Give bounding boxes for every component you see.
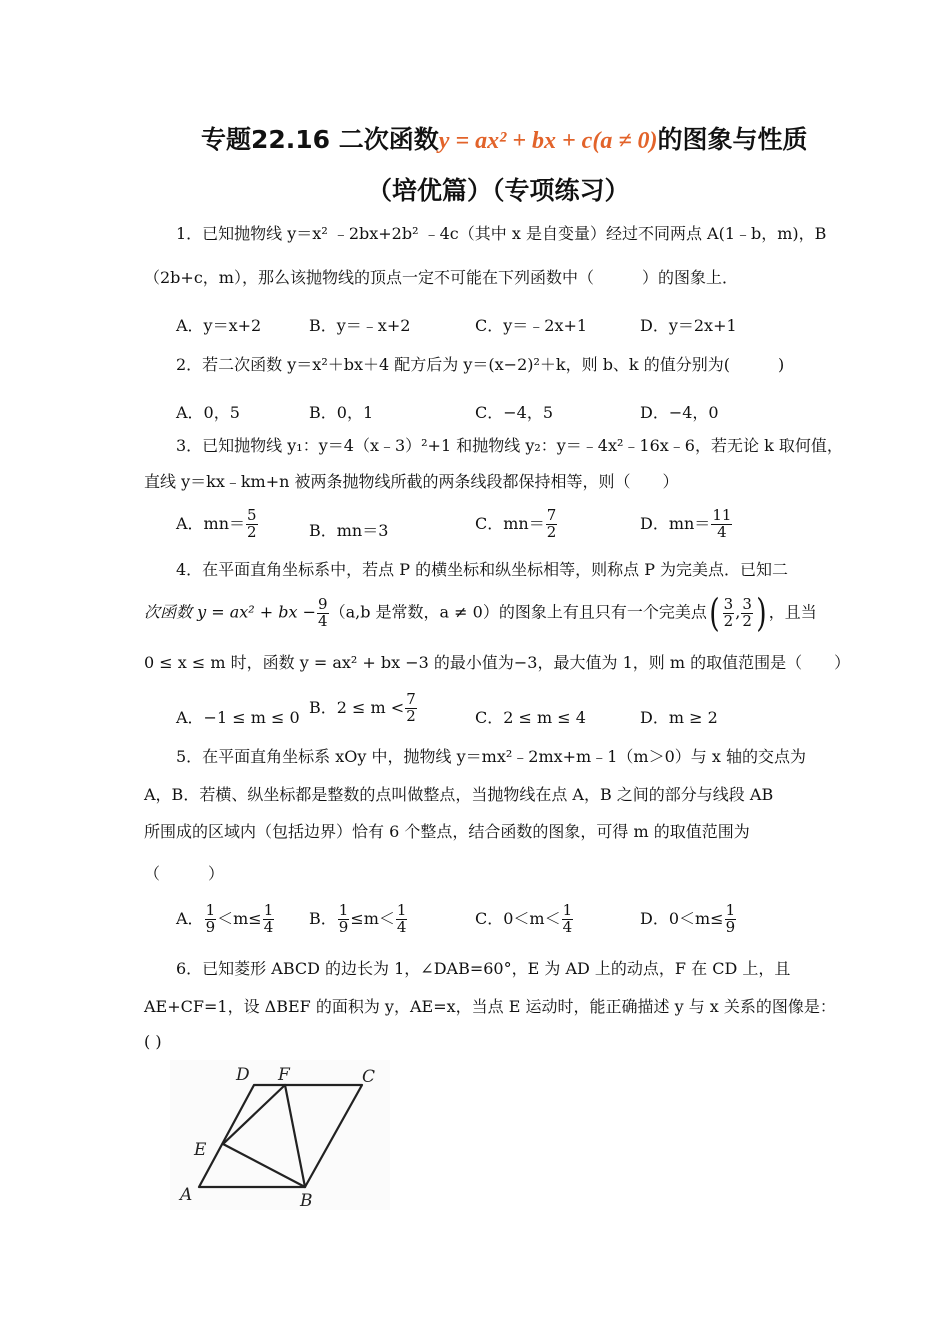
q3-option-c: C．mn＝ $\frac{7}{2}$ — [475, 506, 557, 541]
q5-option-a: A． $\frac{1}{9}$ ＜m≤ $\frac{1}{4}$ — [176, 901, 274, 936]
left-paren: ( — [709, 591, 720, 635]
q2-line1: 2．若二次函数 y＝x²＋bx＋4 配方后为 y＝(x−2)²＋k，则 b、k 的值分别为( ) — [176, 355, 785, 374]
fraction: $\frac{1}{9}$ — [338, 901, 349, 936]
label-e: E — [194, 1140, 207, 1160]
q2-option-a: A．0，5 — [176, 403, 240, 422]
q4-line3: 0 ≤ x ≤ m 时，函数 y = ax² + bx −3 的最小值为−3，最大值为 1，则 m 的取值范围是（ ） — [144, 653, 851, 672]
right-paren: ) — [756, 591, 767, 635]
fraction: $\frac{1}{4}$ — [562, 901, 573, 936]
fraction: $\frac{11}{4}$ — [712, 506, 732, 541]
q4-line1: 4．在平面直角坐标系中，若点 P 的横坐标和纵坐标相等，则称点 P 为完美点．已知二 — [176, 560, 789, 579]
title-prefix: 专题22.16 二次函数 — [201, 125, 439, 154]
q5-line1: 5．在平面直角坐标系 xOy 中，抛物线 y＝mx²﹣2mx+m﹣1（m＞0）与 x 轴的交点为 — [176, 747, 806, 766]
q3-line1: 3．已知抛物线 y₁：y＝4（x﹣3）²+1 和抛物线 y₂：y＝﹣4x²﹣16x﹣6，若无论 k 取何值， — [176, 436, 843, 455]
q5-option-d: D．0＜m≤ $\frac{1}{9}$ — [640, 901, 736, 936]
q2-option-d: D．−4，0 — [640, 403, 719, 422]
page-title — [201, 127, 808, 153]
label-c: C — [362, 1067, 376, 1087]
title-formula: y = ax² + bx + c(a ≠ 0) — [438, 128, 658, 154]
q5-line2: A，B．若横、纵坐标都是整数的点叫做整点，当抛物线在点 A，B 之间的部分与线段 AB — [144, 785, 774, 804]
q3-option-d: D．mn＝ $\frac{11}{4}$ — [640, 506, 732, 541]
q1-option-d: D．y＝2x+1 — [640, 316, 737, 335]
q4-option-d: D．m ≥ 2 — [640, 708, 718, 727]
fraction: $\frac{9}{4}$ — [318, 594, 328, 630]
q5-line4: （ ） — [144, 864, 225, 883]
q1-option-a: A．y＝x+2 — [176, 316, 262, 335]
q2-option-b: B．0，1 — [309, 403, 374, 422]
fraction: $\frac{1}{9}$ — [725, 901, 736, 936]
fraction: $\frac{5}{2}$ — [247, 506, 257, 541]
fraction: $\frac{7}{2}$ — [406, 690, 416, 725]
q2-option-c: C．−4，5 — [475, 403, 554, 422]
q1-option-b: B．y＝﹣x+2 — [309, 316, 411, 335]
fraction: $\frac{1}{4}$ — [396, 901, 407, 936]
q4-line2: 次函数 y = ax² + bx − $\frac{9}{4}$ （a,b 是常数，a ≠ 0）的图象上有且只有一个完美点( $\frac{3}{2}$ , $\frac{3}{2}$ ) ，且当 — [144, 591, 817, 635]
q5-option-c: C．0＜m＜ $\frac{1}{4}$ — [475, 901, 573, 936]
fraction: $\frac{1}{9}$ — [205, 901, 216, 936]
q1-line1: 1．已知抛物线 y＝x² ﹣2bx+2b² ﹣4c（其中 x 是自变量）经过不同两点 A(1﹣b，m)，B — [176, 224, 827, 243]
q6-line2: AE+CF=1，设 ΔBEF 的面积为 y，AE=x，当点 E 运动时，能正确描述 y 与 x 关系的图像是： — [144, 997, 836, 1016]
fraction: $\frac{1}{4}$ — [263, 901, 274, 936]
label-b: B — [300, 1191, 313, 1210]
rhombus-figure — [170, 1060, 390, 1210]
q4-option-b: B．2 ≤ m < $\frac{7}{2}$ — [309, 690, 416, 725]
q6-line1: 6．已知菱形 ABCD 的边长为 1，∠DAB=60°，E 为 AD 上的动点，F 在 CD 上，且 — [176, 959, 791, 978]
label-f: F — [278, 1065, 290, 1085]
q1-option-c: C．y＝﹣2x+1 — [475, 316, 588, 335]
q3-line2: 直线 y＝kx﹣km+n 被两条抛物线所截的两条线段都保持相等，则（ ） — [144, 472, 679, 491]
q4-option-a: A．−1 ≤ m ≤ 0 — [176, 708, 300, 727]
q5-line3: 所围成的区域内（包括边界）恰有 6 个整点，结合函数的图象，可得 m 的取值范围为 — [144, 822, 750, 841]
q5-option-b: B． $\frac{1}{9}$ ≤m＜ $\frac{1}{4}$ — [309, 901, 407, 936]
label-a: A — [180, 1185, 193, 1205]
title-suffix: 的图象与性质 — [657, 125, 808, 154]
page-subtitle: （培优篇）（专项练习） — [367, 176, 630, 205]
label-d: D — [236, 1065, 250, 1085]
q3-option-b: B．mn＝3 — [309, 521, 389, 540]
fraction: $\frac{3}{2}$ — [723, 594, 734, 630]
fraction: $\frac{7}{2}$ — [546, 506, 557, 541]
q6-line3: ( ) — [144, 1032, 162, 1051]
q4-option-c: C．2 ≤ m ≤ 4 — [475, 708, 586, 727]
q1-line2: （2b+c，m），那么该抛物线的顶点一定不可能在下列函数中（ ）的图象上． — [144, 268, 738, 287]
fraction: $\frac{3}{2}$ — [742, 594, 752, 630]
q3-option-a: A．mn＝ $\frac{5}{2}$ — [176, 506, 257, 541]
